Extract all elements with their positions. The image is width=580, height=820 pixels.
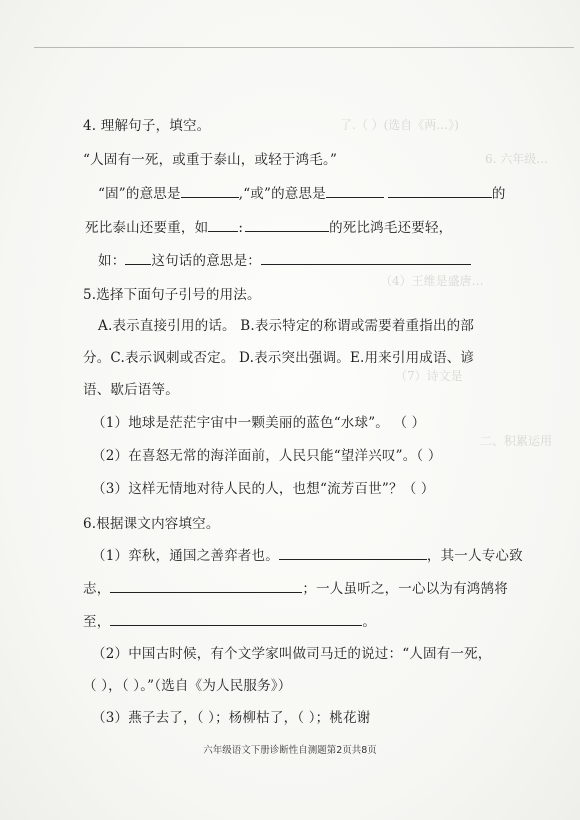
- answer-blank[interactable]: [208, 219, 238, 232]
- q6-p1-d: ；一人虽听之，一心以为有鸿鹄将: [302, 581, 508, 597]
- q6-p2-line1: （2）中国古时候，有个文学家叫做司马迁的说过：“人固有一死，: [92, 646, 492, 662]
- q6-p1-line3: [83, 610, 376, 630]
- q4-line4-a: 如：: [98, 253, 126, 269]
- q4-gu-prefix: “固”的意思是: [98, 186, 181, 202]
- q6-p1-line1: [92, 544, 523, 564]
- q4-gu-suffix: 的: [491, 186, 506, 202]
- answer-blank[interactable]: [110, 580, 302, 593]
- q6-p1-f: 。: [362, 614, 377, 630]
- q4-title: 4. 理解句子，填空。: [83, 118, 211, 134]
- q5-item[interactable]: （3）这样无情地对待人民的人，也想“流芳百世”？（ ）: [92, 481, 435, 497]
- answer-blank[interactable]: [181, 185, 239, 198]
- q4-gu-line: [98, 182, 506, 202]
- q4-quote: “人固有一死，或重于泰山，或轻于鸿毛。”: [83, 152, 338, 168]
- page-footer: 六年级语文下册诊断性自测题第2页共8页: [203, 745, 377, 756]
- q4-line4: [98, 249, 471, 269]
- q5-options: A.表示直接引用的话。 B.表示特定的称谓或需要着重指出的部: [98, 318, 475, 334]
- q4-line3-c: 的死比鸿毛还要轻，: [329, 220, 453, 236]
- q5-item[interactable]: （2）在喜怒无常的海洋面前，人民只能“望洋兴叹”。（ ）: [92, 448, 442, 464]
- answer-blank[interactable]: [261, 252, 471, 265]
- q4-line3: [85, 216, 452, 236]
- q4-line3-b: :: [238, 220, 244, 236]
- answer-blank[interactable]: [279, 547, 427, 560]
- top-rule: [34, 47, 574, 48]
- q5-options: 分。C.表示讽刺或否定。 D.表示突出强调。E.用来引用成语、谚: [83, 350, 475, 366]
- show-through-text: （4）王维是盛唐…: [380, 274, 484, 288]
- q5-title: 5.选择下面句子引号的用法。: [83, 287, 261, 303]
- q6-p1-line2: [83, 577, 508, 597]
- q4-line4-b: 这句话的意思是：: [151, 253, 262, 269]
- answer-blank[interactable]: [125, 252, 151, 265]
- q6-p1-a: （1）弈秋，通国之善弈者也。: [92, 548, 279, 564]
- q6-p1-b: ，其一人专心致: [426, 548, 523, 564]
- show-through-text: 6. 六年级…: [485, 152, 549, 166]
- q5-item[interactable]: （1）地球是茫茫宇宙中一颗美丽的蓝色“水球”。 （ ）: [92, 415, 426, 431]
- q6-p1-e: 至，: [83, 614, 111, 630]
- answer-blank[interactable]: [245, 219, 329, 232]
- answer-blank[interactable]: [110, 613, 362, 626]
- answer-blank[interactable]: [326, 185, 384, 198]
- q6-p3[interactable]: （3）燕子去了，（ ）；杨柳枯了，（ ）；桃花谢: [92, 710, 371, 726]
- answer-blank[interactable]: [388, 185, 492, 198]
- show-through-text: （7）诗文是: [395, 369, 463, 383]
- q4-huo-prefix: ,“或”的意思是: [238, 186, 326, 202]
- show-through-text: 了.（ ）(选自《两…》): [340, 118, 459, 132]
- show-through-text: 二、积累运用: [480, 434, 553, 448]
- q6-p1-c: 志，: [83, 581, 111, 597]
- q6-title: 6.根据课文内容填空。: [83, 516, 220, 532]
- q4-line3-a: 死比泰山还要重，如: [85, 220, 209, 236]
- q5-options: 语、歇后语等。: [83, 382, 179, 398]
- q6-p2-line2[interactable]: （ ），（ ）。”（选自《为人民服务》）: [83, 678, 292, 694]
